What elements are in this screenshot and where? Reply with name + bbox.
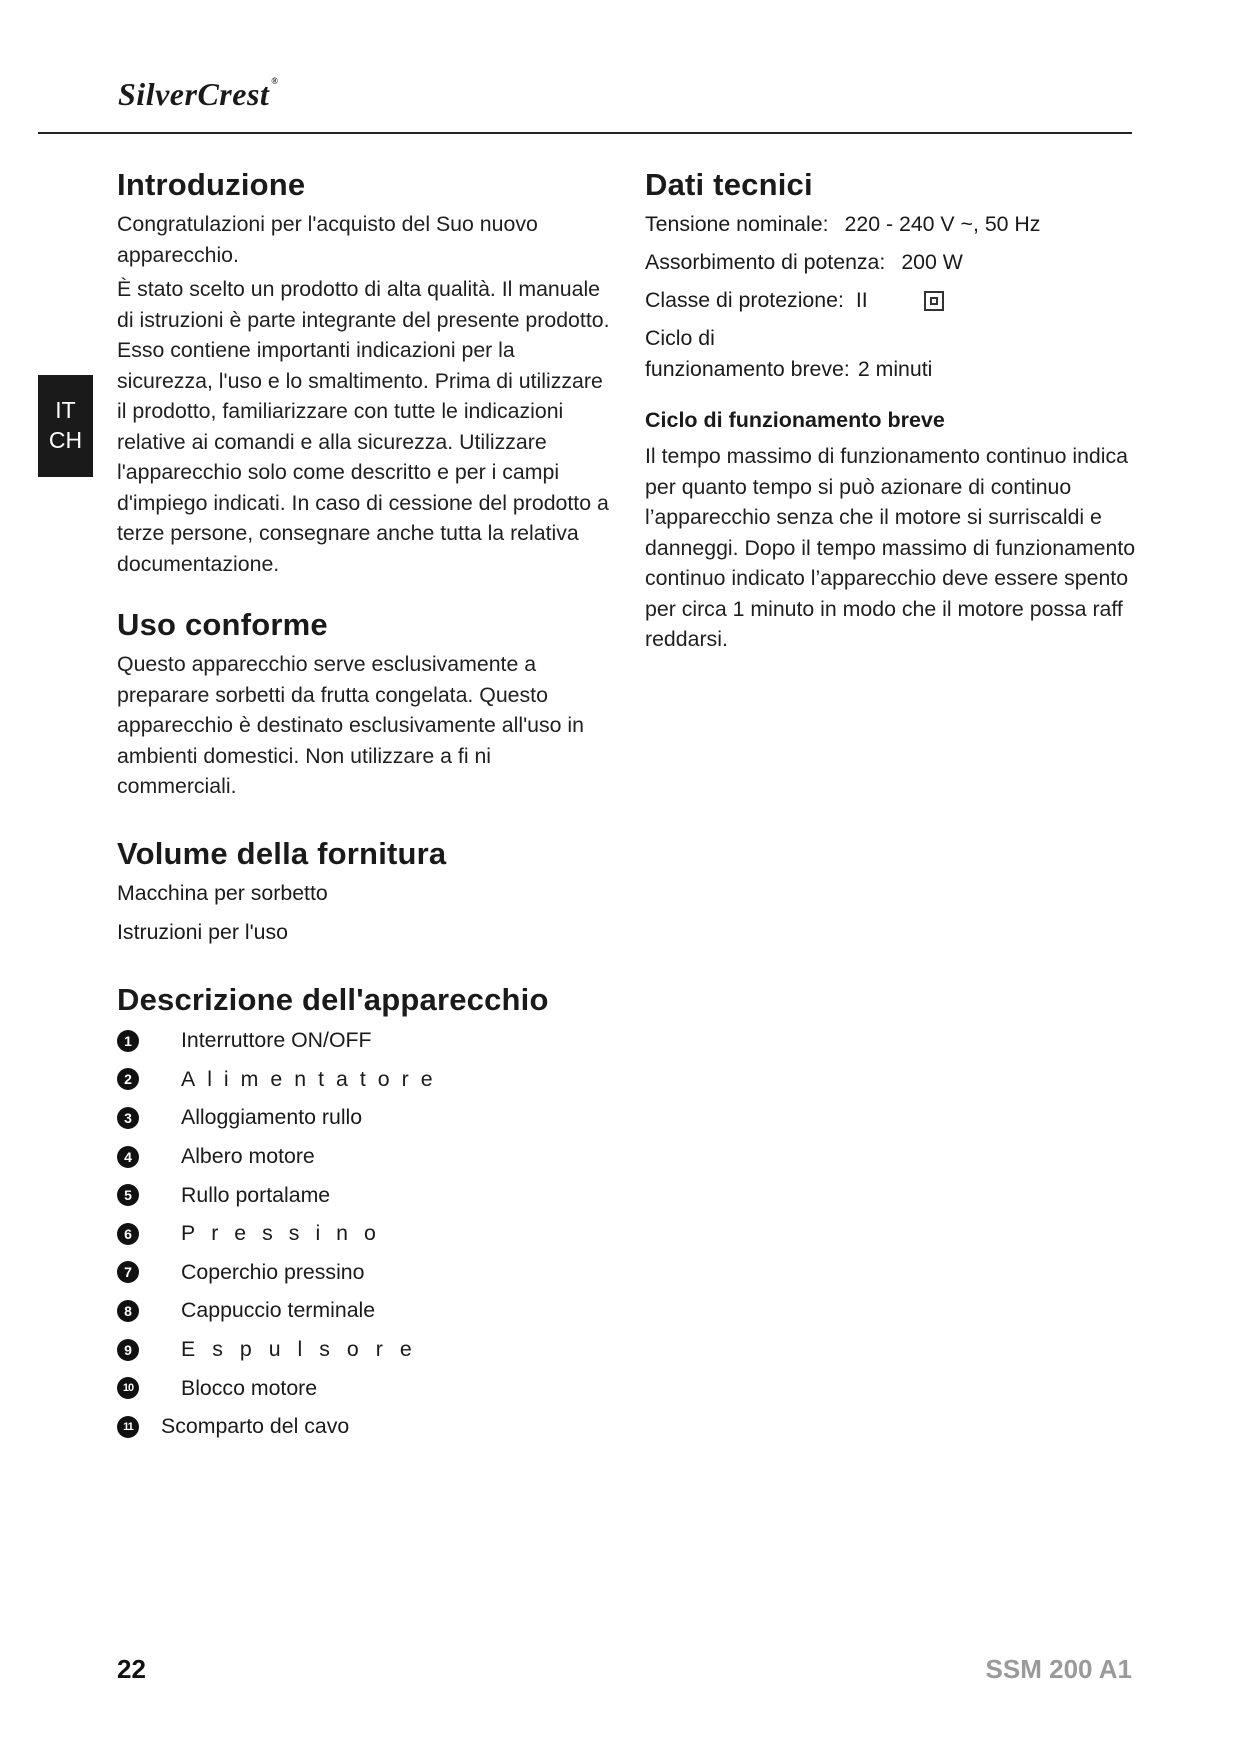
heading-volume-fornitura: Volume della fornitura <box>117 835 447 871</box>
list-item <box>117 1253 612 1292</box>
spec-row-tensione <box>645 205 1145 243</box>
item-number-badge: 8 <box>117 1300 139 1322</box>
item-number-badge: 11 <box>117 1416 139 1438</box>
lang-code-ch: CH <box>48 427 83 453</box>
section-uso-conforme <box>117 605 612 802</box>
item-number-badge: 1 <box>117 1030 139 1052</box>
heading-dati-tecnici: Dati tecnici <box>645 167 813 202</box>
item-label: Coperchio pressino <box>181 1259 365 1284</box>
spec-label: Assorbimento di potenza: <box>645 250 886 274</box>
intro-paragraph-2: È stato scelto un prodotto di alta qualità. Il manuale di istruzioni è parte integrante del presente prodotto. Esso contiene importanti indicazioni per la sicurezza, l'uso e lo smaltimento. Prima di utilizzare il prodotto, familiarizzare con tutte le indicazioni relative ai comandi e alla sicurezza. Utilizzare l'apparecchio solo come descritto e per i campi d'impiego indicati. In caso di cessione del prodotto a terze persone, consegnare anche tutta la relativa documentazione. <box>117 277 610 576</box>
section-dati-tecnici <box>645 165 1145 385</box>
list-item <box>117 1022 612 1061</box>
heading-uso-conforme: Uso conforme <box>117 607 328 642</box>
protection-class-ii-icon <box>924 291 944 311</box>
list-item <box>117 1292 612 1331</box>
left-column <box>117 165 612 1446</box>
trademark-symbol: ® <box>271 76 279 86</box>
item-number-badge: 6 <box>117 1223 139 1245</box>
model-number: SSM 200 A1 <box>985 1654 1132 1684</box>
volume-item: Macchina per sorbetto <box>117 880 328 905</box>
list-item <box>117 1176 612 1215</box>
uso-paragraph: Questo apparecchio serve esclusivamente a preparare sorbetti da frutta congelata. Questo apparecchio è destinato esclusivamente all'uso in ambienti domestici. Non utilizzare a fi ni commerciali. <box>117 652 584 798</box>
item-label: Espulsore <box>181 1337 429 1362</box>
list-item <box>117 1214 612 1253</box>
page-number: 22 <box>117 1654 146 1684</box>
list-item <box>117 1099 612 1138</box>
item-number-badge: 2 <box>117 1068 139 1090</box>
volume-item: Istruzioni per l'uso <box>117 919 288 944</box>
spec-row-potenza <box>645 243 1145 281</box>
item-label: Interruttore ON/OFF <box>181 1028 372 1053</box>
brand-name: SilverCrest <box>118 76 270 112</box>
heading-ciclo-breve: Ciclo di funzionamento breve <box>645 408 945 432</box>
parts-list <box>117 1022 612 1447</box>
section-introduzione <box>117 165 612 579</box>
item-number-badge: 9 <box>117 1339 139 1361</box>
spec-value: 200 W <box>901 250 963 274</box>
item-number-badge: 5 <box>117 1184 139 1206</box>
section-descrizione <box>117 980 612 1447</box>
spec-label: Ciclo di <box>645 326 715 350</box>
lang-code-it: IT <box>55 397 76 423</box>
item-label: Scomparto del cavo <box>161 1414 350 1439</box>
spec-label: funzionamento breve: <box>645 357 850 381</box>
item-label: Cappuccio terminale <box>181 1298 376 1323</box>
spec-row-ciclo <box>645 323 1145 385</box>
list-item <box>117 1137 612 1176</box>
language-tab <box>38 375 93 477</box>
spec-label: Tensione nominale: <box>645 212 829 236</box>
item-number-badge: 3 <box>117 1107 139 1129</box>
item-label: Blocco motore <box>181 1375 318 1400</box>
brand-logo <box>118 76 279 113</box>
item-number-badge: 4 <box>117 1146 139 1168</box>
item-number-badge: 10 <box>117 1377 139 1399</box>
spec-value: II <box>855 288 868 312</box>
item-label: Alloggiamento rullo <box>181 1105 363 1130</box>
heading-introduzione: Introduzione <box>117 167 306 202</box>
right-column <box>645 165 1145 655</box>
item-label: Albero motore <box>181 1144 315 1169</box>
list-item <box>117 1060 612 1099</box>
spec-label: Classe di protezione: <box>645 288 844 312</box>
section-ciclo-breve <box>645 405 1145 655</box>
spec-value: 2 minuti <box>857 357 933 381</box>
intro-paragraph-1: Congratulazioni per l'acquisto del Suo nuovo apparecchio. <box>117 212 538 267</box>
ciclo-paragraph: Il tempo massimo di funzionamento continuo indica per quanto tempo si può azionare di continuo l’apparecchio senza che il motore si surriscaldi e danneggi. Dopo il tempo massimo di funzionamento continuo indicato l’apparecchio deve essere spento per circa 1 minuto in modo che il motore possa raff reddarsi. <box>645 444 1136 651</box>
spec-row-classe <box>645 281 1145 319</box>
list-item <box>117 1369 612 1408</box>
heading-descrizione: Descrizione dell'apparecchio <box>117 981 549 1017</box>
list-item <box>117 1330 612 1369</box>
header-rule <box>38 132 1132 134</box>
spec-value: 220 - 240 V ~, 50 Hz <box>844 212 1041 236</box>
item-number-badge: 7 <box>117 1261 139 1283</box>
item-label: Pressino <box>181 1221 392 1246</box>
item-label: Rullo portalame <box>181 1182 331 1207</box>
list-item <box>117 1407 612 1446</box>
section-volume-fornitura <box>117 834 612 952</box>
item-label: Alimentatore <box>181 1066 445 1091</box>
